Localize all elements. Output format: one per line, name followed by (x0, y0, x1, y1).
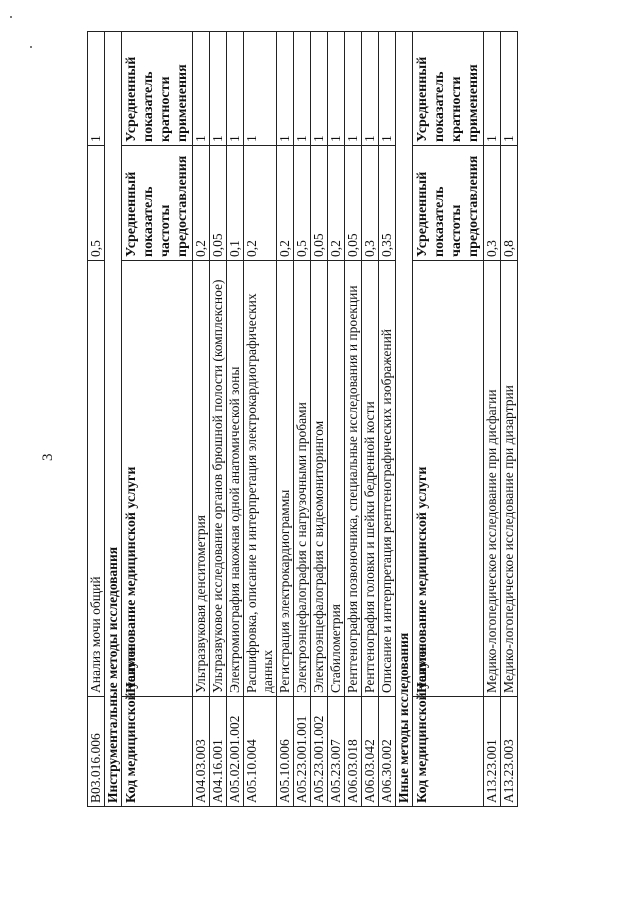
header-multiplicity-value: Усредненный показатель кратности применения (413, 32, 484, 146)
multiplicity-value: 1 (210, 32, 227, 146)
service-code: A13.23.003 (501, 697, 518, 807)
service-code: B03.016.006 (88, 697, 105, 807)
frequency-value: 0,2 (193, 146, 210, 261)
table-row (379, 32, 396, 807)
frequency-value: 0,05 (311, 146, 328, 261)
table-header-row (413, 32, 484, 807)
multiplicity-value: 1 (328, 32, 345, 146)
multiplicity-value: 1 (501, 32, 518, 146)
service-code: A05.10.006 (277, 697, 294, 807)
service-code: A06.03.042 (362, 697, 379, 807)
service-code: A06.03.018 (345, 697, 362, 807)
header-frequency-value: Усредненный показатель частоты предоставления (413, 146, 484, 261)
multiplicity-value: 1 (193, 32, 210, 146)
table-row (193, 32, 210, 807)
services-table-body (88, 32, 518, 807)
service-code: A13.23.001 (484, 697, 501, 807)
services-table (87, 31, 518, 807)
table-row (88, 32, 105, 807)
service-name: Рентгенография головки и шейки бедренной кости (362, 261, 379, 697)
section-row (105, 32, 122, 807)
section-title: Инструментальные методы исследования (105, 32, 122, 807)
header-service-code: Код медицинской услуги (413, 697, 484, 807)
service-name: Ультразвуковое исследование органов брюшной полости (комплексное) (210, 261, 227, 697)
multiplicity-value: 1 (277, 32, 294, 146)
frequency-value: 0,1 (227, 146, 244, 261)
header-frequency-value: Усредненный показатель частоты предоставления (122, 146, 193, 261)
frequency-value: 0,3 (362, 146, 379, 261)
multiplicity-value: 1 (227, 32, 244, 146)
multiplicity-value: 1 (311, 32, 328, 146)
table-row (501, 32, 518, 807)
table-row (362, 32, 379, 807)
header-service-name: Наименование медицинской услуги (122, 261, 193, 697)
multiplicity-value: 1 (484, 32, 501, 146)
section-row (396, 32, 413, 807)
frequency-value: 0,2 (328, 146, 345, 261)
table-row (345, 32, 362, 807)
service-code: A05.23.001.002 (311, 697, 328, 807)
service-code: A05.02.001.002 (227, 697, 244, 807)
page-number: 3 (40, 453, 56, 461)
table-row (311, 32, 328, 807)
multiplicity-value: 1 (379, 32, 396, 146)
frequency-value: 0,3 (484, 146, 501, 261)
service-name: Анализ мочи общий (88, 261, 105, 697)
table-row (227, 32, 244, 807)
service-code: A05.23.007 (328, 697, 345, 807)
service-name: Описание и интерпретация рентгенографических изображений (379, 261, 396, 697)
service-name: Электроэнцефалография с видеомониторингом (311, 261, 328, 697)
multiplicity-value: 1 (362, 32, 379, 146)
multiplicity-value: 1 (345, 32, 362, 146)
service-name: Стабилометрия (328, 261, 345, 697)
multiplicity-value: 1 (294, 32, 311, 146)
frequency-value: 0,5 (294, 146, 311, 261)
frequency-value: 0,5 (88, 146, 105, 261)
service-name: Медико-логопедическое исследование при дисфагии (484, 261, 501, 697)
frequency-value: 0,2 (277, 146, 294, 261)
table-header-row (122, 32, 193, 807)
service-name: Регистрация электрокардиограммы (277, 261, 294, 697)
header-multiplicity-value: Усредненный показатель кратности применения (122, 32, 193, 146)
table-row (484, 32, 501, 807)
service-code: A06.30.002 (379, 697, 396, 807)
service-name: Расшифровка, описание и интерпретация электрокардиографических данных (244, 261, 277, 697)
header-service-name: Наименование медицинской услуги (413, 261, 484, 697)
service-name: Рентгенография позвоночника, специальные исследования и проекции (345, 261, 362, 697)
multiplicity-value: 1 (88, 32, 105, 146)
frequency-value: 0,05 (210, 146, 227, 261)
table-row (328, 32, 345, 807)
service-name: Ультразвуковая денситометрия (193, 261, 210, 697)
service-code: A05.23.001.001 (294, 697, 311, 807)
frequency-value: 0,2 (244, 146, 277, 261)
service-code: A05.10.004 (244, 697, 277, 807)
table-row (294, 32, 311, 807)
service-name: Электроэнцефалография с нагрузочными пробами (294, 261, 311, 697)
header-service-code: Код медицинской услуги (122, 697, 193, 807)
table-row (277, 32, 294, 807)
section-title: Иные методы исследования (396, 32, 413, 807)
service-name: Электромиография накожная одной анатомической зоны (227, 261, 244, 697)
frequency-value: 0,05 (345, 146, 362, 261)
table-row (210, 32, 227, 807)
service-name: Медико-логопедическое исследование при дизартрии (501, 261, 518, 697)
frequency-value: 0,8 (501, 146, 518, 261)
frequency-value: 0,35 (379, 146, 396, 261)
table-row (244, 32, 277, 807)
service-code: A04.03.003 (193, 697, 210, 807)
service-code: A04.16.001 (210, 697, 227, 807)
multiplicity-value: 1 (244, 32, 277, 146)
